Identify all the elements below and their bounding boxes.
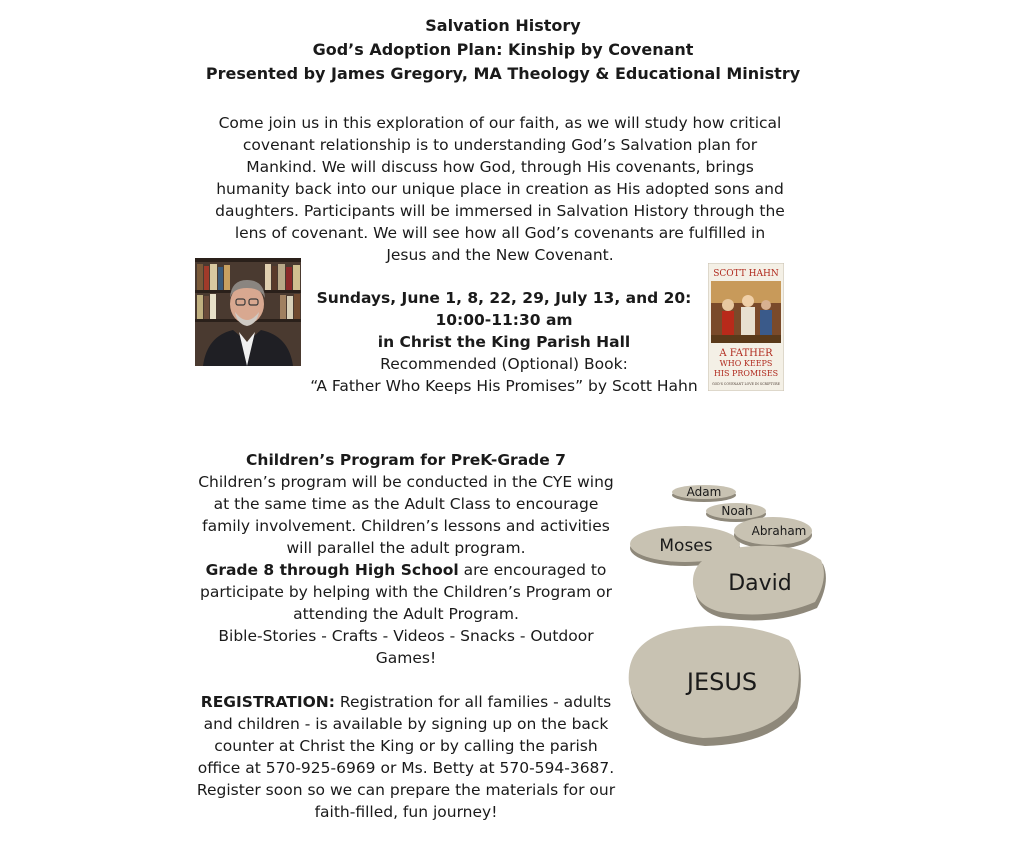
stone-noah-label: Noah: [721, 504, 753, 518]
registration-label: REGISTRATION:: [200, 693, 335, 711]
grade-8-label: Grade 8 through High School: [205, 561, 459, 579]
stone-david-label: David: [728, 571, 792, 596]
session-location: in Christ the King Parish Hall: [377, 333, 631, 351]
stone-moses-label: Moses: [659, 536, 713, 556]
stone-abraham-label: Abraham: [751, 524, 807, 538]
grade-8-paragraph: [196, 559, 616, 625]
presenter-line: Presented by James Gregory, MA Theology & Educational Ministry: [205, 64, 801, 83]
book-title-line-1: A FATHER: [719, 348, 773, 359]
book-title-line-2: WHO KEEPS: [719, 359, 773, 368]
course-title: God’s Adoption Plan: Kinship by Covenant: [312, 40, 694, 59]
schedule-block: [298, 287, 710, 397]
stone-adam-label: Adam: [686, 485, 722, 499]
session-dates: Sundays, June 1, 8, 22, 29, July 13, and 20:: [316, 289, 692, 307]
registration-paragraph: [196, 691, 616, 823]
stepping-stones-graphic: [625, 478, 835, 748]
activities-list: Bible-Stories - Crafts - Videos - Snacks - Outdoor Games!: [218, 627, 594, 667]
book-recommendation-label: Recommended (Optional) Book:: [380, 355, 628, 373]
childrens-heading: Children’s Program for PreK-Grade 7: [246, 451, 566, 469]
book-author: SCOTT HAHN: [713, 269, 779, 279]
series-title: Salvation History: [425, 16, 581, 35]
registration-text: Registration for all families - adults and children - is available by signing up on the back counter at Christ the King or by calling the parish office at 570-925-6969 or Ms. Betty at 570-594-3687. Register soon so we can prepare the materials for our faith-filled, fun journey!: [196, 693, 616, 821]
book-title-line-3: HIS PROMISES: [713, 369, 779, 378]
stone-jesus-label: JESUS: [686, 668, 758, 696]
childrens-body: Children’s program will be conducted in the CYE wing at the same time as the Adult Class to encourage family involvement. Children’s lessons and activities will parallel the adult program.: [198, 473, 614, 557]
childrens-program: [196, 449, 616, 823]
flyer-header: [0, 14, 1006, 86]
grade-8-text: are encouraged to participate by helping with the Children’s Program or attending the Adult Program.: [200, 561, 612, 623]
session-time: 10:00-11:30 am: [435, 311, 573, 329]
book-cover-image: [708, 263, 784, 391]
book-recommendation-title: “A Father Who Keeps His Promises” by Scott Hahn: [310, 377, 698, 395]
intro-paragraph: Come join us in this exploration of our faith, as we will study how critical covenant relationship is to understanding God’s Salvation plan for Mankind. We will discuss how God, through His covenants, brings humanity back into our unique place in creation as His adopted sons and daughters. Participants will be immersed in Salvation History through the lens of covenant. We will see how all God’s covenants are fulfilled in Jesus and the New Covenant.: [215, 114, 785, 264]
presenter-photo: [195, 258, 301, 366]
book-subtitle: GOD'S COVENANT LOVE IN SCRIPTURE: [712, 382, 780, 386]
